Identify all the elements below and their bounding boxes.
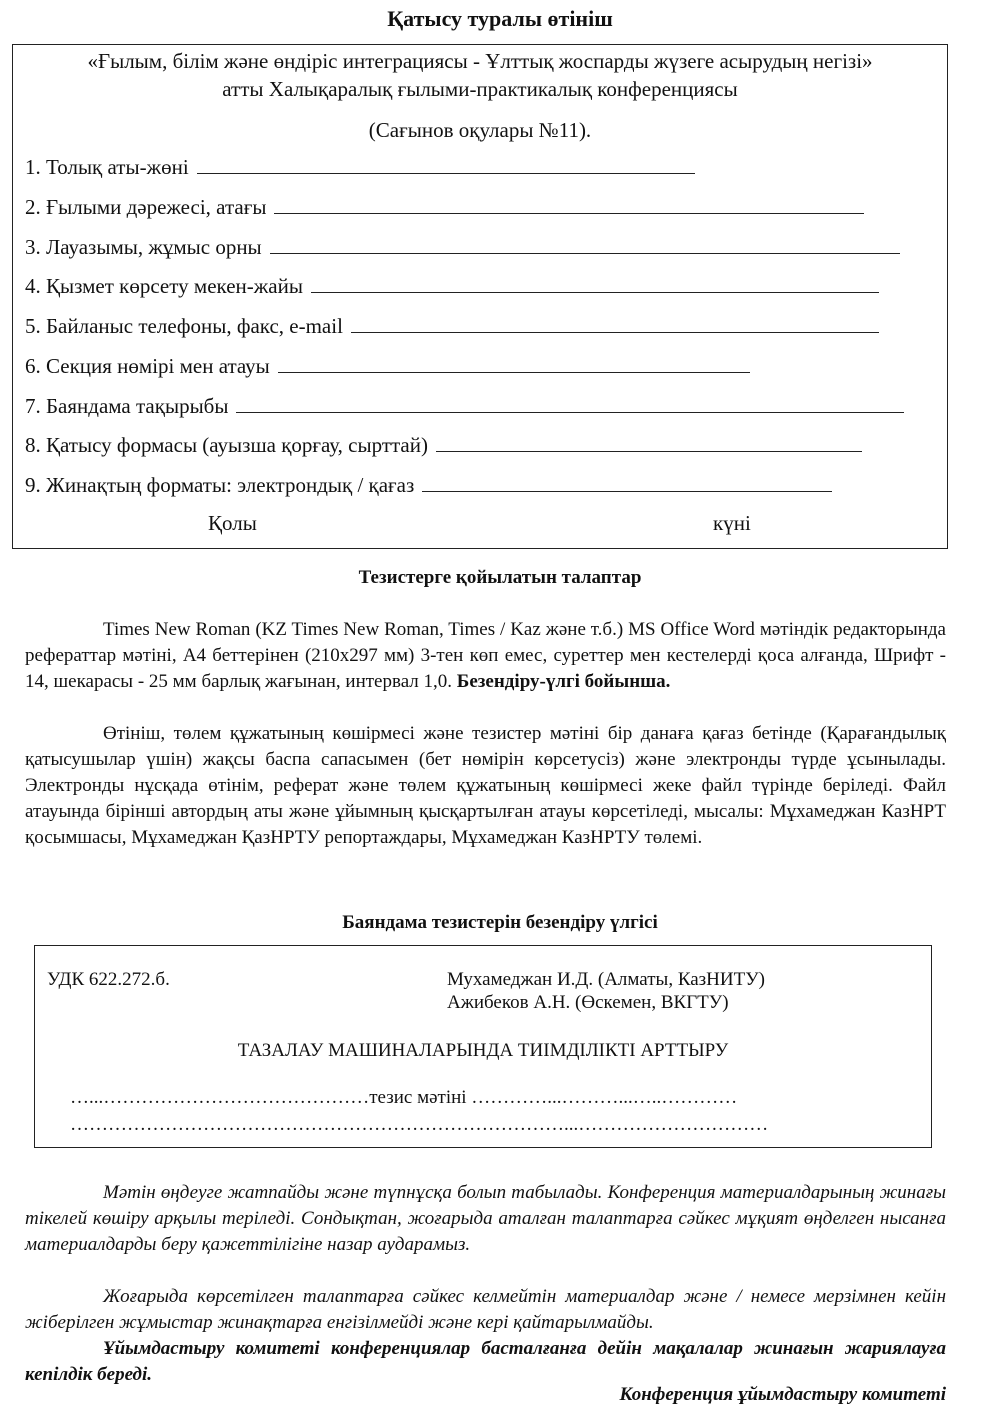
note-paragraph-2: Жоғарыда көрсетілген талаптарға сәйкес келмейтін материалдар және / немесе мерзімнен кейін жіберілген жұмыстар жинақтарға енгізілмейді және кері қайтарылмайды. <box>25 1286 946 1333</box>
requirements-text: Times New Roman (KZ Times New Roman, Times / Kaz және т.б.) MS Office Word мәтіндік редакторында рефераттар мәтіні, А4 беттерінен (210х297 мм) 3-тен көп емес, суреттер мен кестелерді қоса алғанда, Шрифт - 14, шекарасы - 25 мм барлық жағынан, интервал 1,0. <box>25 619 946 692</box>
field-label: 9. Жинақтың форматы: электрондық / қағаз <box>25 473 415 497</box>
field-contact-phone <box>25 314 879 339</box>
field-report-topic <box>25 394 904 419</box>
author-2: Ажибеков А.Н. (Өскемен, ВКГТУ) <box>447 992 729 1013</box>
requirements-paragraph-1 <box>25 617 946 695</box>
service-address-blank[interactable] <box>311 278 879 293</box>
note-paragraph-1: Мәтін өңдеуге жатпайды және түпнұсқа болып табылады. Конференция материалдарының жинағы тікелей көшіру арқылы теріледі. Сондықтан, жоғарыда аталған талаптарға сәйкес мұқият өңделген нысанға материалдарды беру қажеттілігіне назар аударамыз. <box>25 1182 946 1255</box>
note-paragraph-3: Ұйымдастыру комитеті конференциялар басталғанға дейін мақалалар жинағын жариялауға кепілдік береді. <box>25 1338 946 1385</box>
contact-phone-blank[interactable] <box>351 318 879 333</box>
full-name-blank[interactable] <box>197 159 695 174</box>
field-service-address <box>25 274 879 299</box>
requirements-title: Тезистерге қойылатын талаптар <box>358 567 642 588</box>
thesis-text-dots: ……………………………………………………………………...………………………… <box>70 1114 769 1135</box>
conference-title-line2: атты Халықаралық ғылыми-практикалық конференциясы <box>222 77 738 101</box>
field-label: 3. Лауазымы, жұмыс орны <box>25 235 262 259</box>
footer-signature: Конференция ұйымдастыру комитеті <box>619 1384 946 1405</box>
application-form <box>12 44 948 549</box>
author-1: Мухамеджан И.Д. (Алматы, КазНИТУ) <box>447 969 766 990</box>
field-full-name <box>25 155 695 180</box>
field-position-workplace <box>25 235 900 260</box>
signature-label: Қолы <box>208 511 257 535</box>
field-label: 8. Қатысу формасы (ауызша қорғау, сырттай) <box>25 433 428 457</box>
requirements-paragraph-2: Өтініш, төлем құжатының көшірмесі және тезистер мәтіні бір данаға қағаз бетінде (Қарағандылық қатысушылар үшін) жақсы баспа сапасымен (бет нөмірін көрсетусіз) және электронды түрде ұсынылады. Электронды нұсқада өтінім, реферат және төлем құжатының көшірмесі жеке файл түрінде беріледі. Файл атауында бірінші автордың аты және ұйымның қысқартылған атауы көрсетіледі, мысалы: Мұхамеджан КазНРТ қосымшасы, Мұхамеджан ҚазНРТУ репортаждары, Мұхамеджан КазНРТУ төлемі. <box>25 723 946 848</box>
date-label: күні <box>713 511 751 535</box>
sample-title: Баяндама тезистерін безендіру үлгісі <box>342 912 658 933</box>
field-label: 2. Ғылыми дәрежесі, атағы <box>25 195 267 219</box>
field-collection-format <box>25 473 832 498</box>
report-topic-blank[interactable] <box>236 398 904 413</box>
conference-title-line1: «Ғылым, білім және өндіріс интеграциясы - Ұлттық жоспарды жүзеге асырудың негізі» <box>87 49 873 73</box>
collection-format-blank[interactable] <box>422 477 832 492</box>
participation-form-blank[interactable] <box>436 437 862 452</box>
position-workplace-blank[interactable] <box>270 239 900 254</box>
field-label: 1. Толық аты-жөні <box>25 155 189 179</box>
sample-paper-title: ТАЗАЛАУ МАШИНАЛАРЫНДА ТИІМДІЛІКТІ АРТТЫРУ <box>237 1040 729 1061</box>
sample-thesis-box <box>34 945 932 1148</box>
udk-code: УДК 622.272.б. <box>47 969 170 990</box>
thesis-text-placeholder: …...……………………………………тезис мәтіні …………...………...…..………… <box>70 1087 738 1108</box>
field-label: 7. Баяндама тақырыбы <box>25 394 229 418</box>
field-academic-degree <box>25 195 864 220</box>
page-title: Қатысу туралы өтініш <box>387 6 613 31</box>
field-section <box>25 354 750 379</box>
academic-degree-blank[interactable] <box>274 199 864 214</box>
section-blank[interactable] <box>278 358 750 373</box>
field-label: 5. Байланыс телефоны, факс, e-mail <box>25 314 343 338</box>
field-label: 6. Секция нөмірі мен атауы <box>25 354 270 378</box>
conference-subtitle: (Сағынов оқулары №11). <box>368 118 592 142</box>
field-participation-form <box>25 433 862 458</box>
requirements-bold-note: Безендіру-үлгі бойынша. <box>456 671 671 692</box>
field-label: 4. Қызмет көрсету мекен-жайы <box>25 274 303 298</box>
